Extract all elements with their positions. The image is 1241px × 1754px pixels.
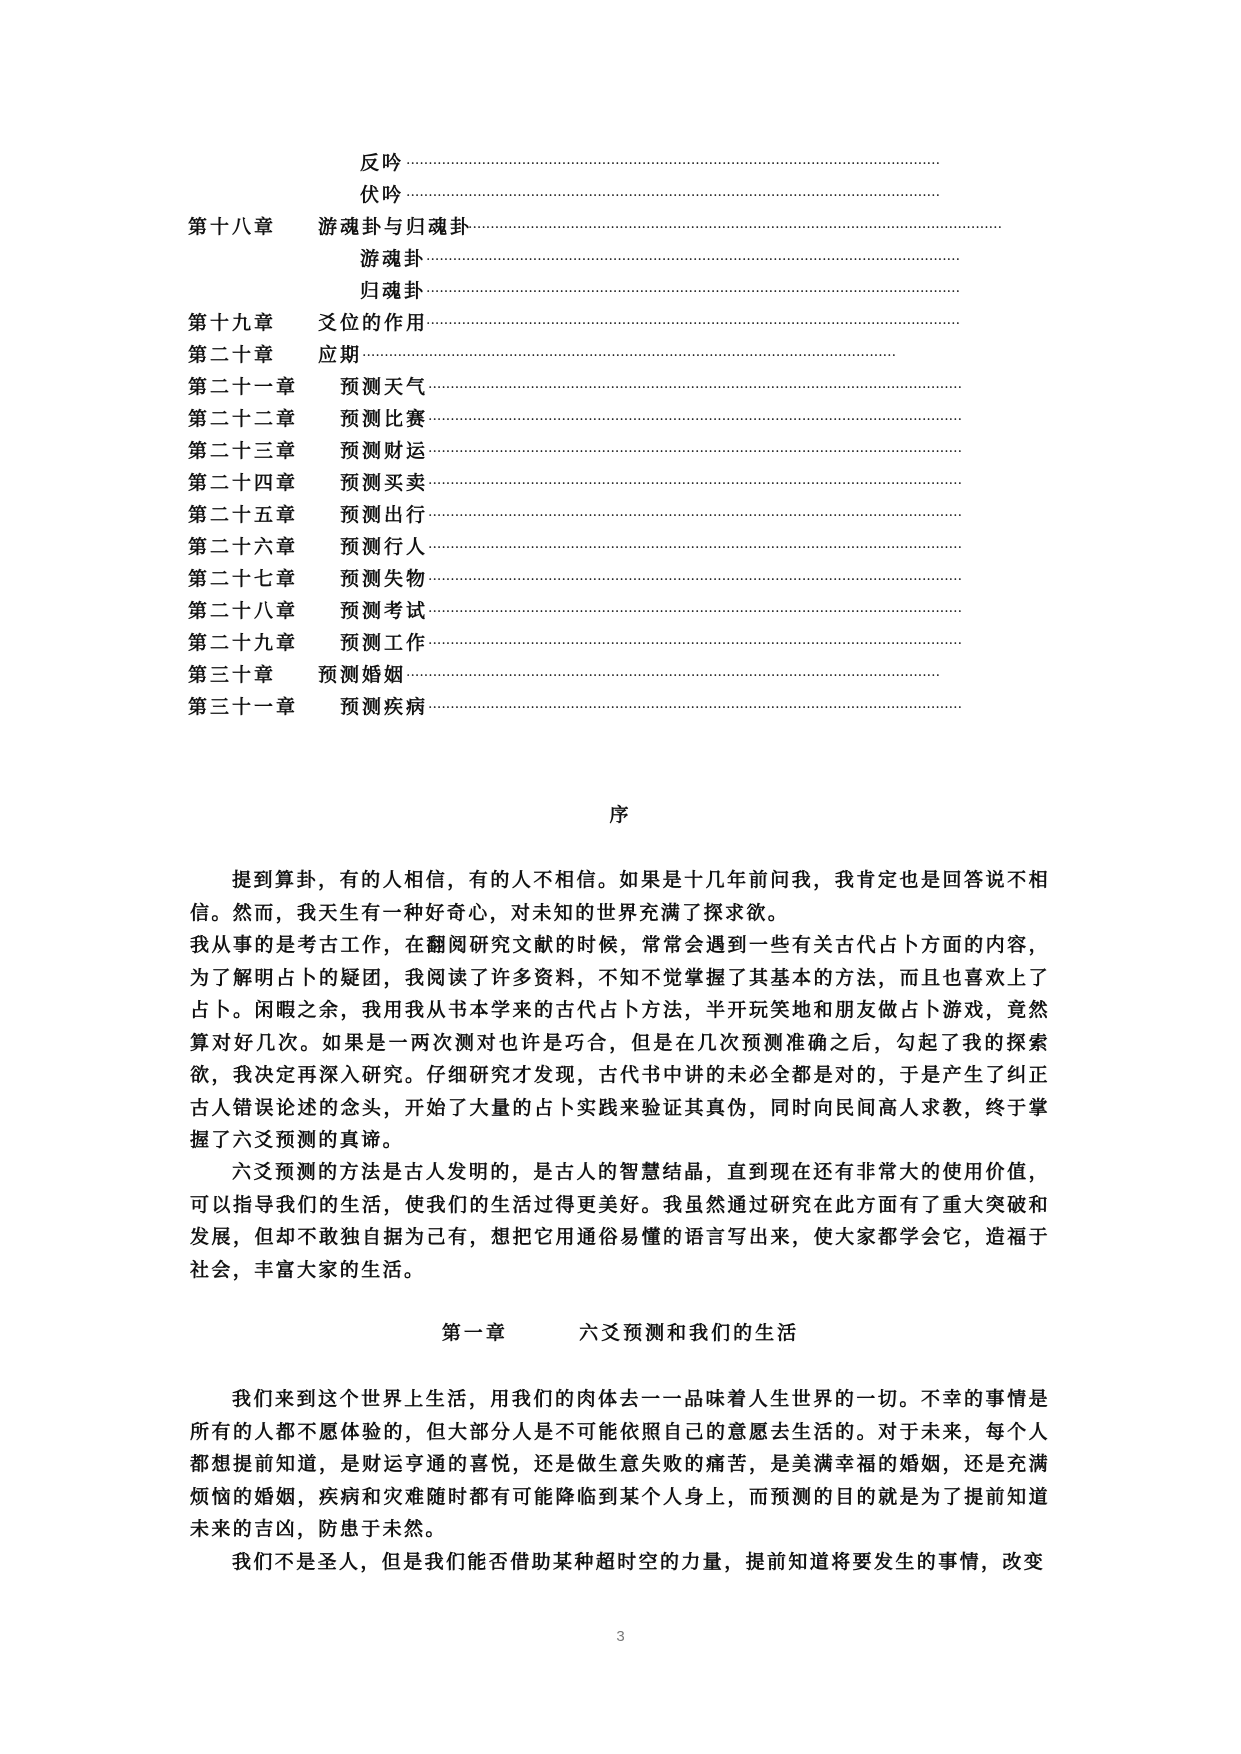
toc-entry[interactable] (188, 407, 298, 431)
chapter-heading (0, 1318, 1241, 1345)
toc-entry[interactable] (188, 215, 276, 239)
toc-leader: ························································································································ (406, 668, 941, 684)
toc-leader: ························································································································ (428, 572, 963, 588)
toc-entry-title[interactable]: 预测比赛 (340, 408, 429, 430)
toc-entry-title[interactable]: 预测婚姻 (318, 664, 407, 686)
toc-entry-chapter: 第二十三章 (188, 440, 299, 462)
toc-leader: ························································································································ (362, 348, 897, 364)
toc-entry-chapter: 第二十六章 (188, 536, 299, 558)
toc-entry-chapter: 第二十九章 (188, 632, 299, 654)
preface-paragraph: 六爻预测的方法是古人发明的，是古人的智慧结晶，直到现在还有非常大的使用价值，可以指导我们的生活，使我们的生活过得更美好。我虽然通过研究在此方面有了重大突破和发展，但却不敢独自据为己有，想把它用通俗易懂的语言写出来，使大家都学会它，造福于社会，丰富大家的生活。 (190, 1161, 1050, 1281)
toc-entry[interactable] (360, 247, 426, 271)
toc-leader: ························································································································ (428, 508, 963, 524)
preface-paragraph: 我从事的是考古工作，在翻阅研究文献的时候，常常会遇到一些有关古代占卜方面的内容，为了解明占卜的疑团，我阅读了许多资料，不知不觉掌握了其基本的方法，而且也喜欢上了占卜。闲暇之余，我用我从书本学来的古代占卜方法，半开玩笑地和朋友做占卜游戏，竟然算对好几次。如果是一两次测对也许是巧合，但是在几次预测准确之后，勾起了我的探索欲，我决定再深入研究。仔细研究才发现，古代书中讲的未必全都是对的，于是产生了纠正古人错误论述的念头，开始了大量的占卜实践来验证其真伪，同时向民间高人求教，终于掌握了六爻预测的真谛。 (190, 934, 1050, 1151)
toc-leader: ························································································································ (428, 700, 963, 716)
toc-entry-chapter: 第二十一章 (188, 376, 299, 398)
toc-leader: ························································································································ (428, 412, 963, 428)
preface-paragraph: 提到算卦，有的人相信，有的人不相信。如果是十几年前问我，我肯定也是回答说不相信。然而，我天生有一种好奇心，对未知的世界充满了探求欲。 (190, 869, 1050, 924)
toc-entry-title[interactable]: 预测工作 (340, 632, 429, 654)
toc-entry-title[interactable]: 预测失物 (340, 568, 429, 590)
toc-entry[interactable] (188, 343, 276, 367)
toc-leader: ························································································································ (428, 444, 963, 460)
page-number: 3 (616, 1628, 625, 1645)
toc-entry-title[interactable]: 预测买卖 (340, 472, 429, 494)
toc-entry[interactable] (188, 375, 298, 399)
toc-entry[interactable] (188, 439, 298, 463)
chapter-heading-number: 第一章 (441, 1322, 508, 1344)
chapter-heading-title: 六爻预测和我们的生活 (579, 1322, 800, 1344)
toc-entry-title[interactable]: 预测疾病 (340, 696, 429, 718)
toc-entry-title[interactable]: 预测考试 (340, 600, 429, 622)
toc-entry[interactable] (360, 151, 404, 175)
toc-leader: ························································································································ (406, 156, 941, 172)
toc-leader: ························································································································ (426, 316, 961, 332)
toc-entry[interactable] (188, 631, 298, 655)
toc-leader: ························································································································ (468, 220, 1003, 236)
toc-entry-chapter: 第三十章 (188, 664, 277, 686)
toc-entry-title: 归魂卦 (360, 280, 427, 302)
toc-entry[interactable] (188, 695, 298, 719)
toc-entry-title[interactable]: 预测行人 (340, 536, 429, 558)
toc-leader: ························································································································ (406, 188, 941, 204)
toc-entry-chapter: 第二十五章 (188, 504, 299, 526)
toc-leader: ························································································································ (428, 604, 963, 620)
toc-entry-chapter: 第十九章 (188, 312, 277, 334)
toc-leader: ························································································································ (426, 284, 961, 300)
toc-entry-title[interactable]: 预测天气 (340, 376, 429, 398)
chapter-paragraph: 我们不是圣人，但是我们能否借助某种超时空的力量，提前知道将要发生的事情，改变 (232, 1551, 1046, 1573)
toc-entry-title[interactable]: 爻位的作用 (318, 312, 429, 334)
chapter-paragraph: 我们来到这个世界上生活，用我们的肉体去一一品味着人生世界的一切。不幸的事情是所有的人都不愿体验的，但大部分人是不可能依照自己的意愿去生活的。对于未来，每个人都想提前知道，是财运亨通的喜悦，还是做生意失败的痛苦，是美满幸福的婚姻，还是充满烦恼的婚姻，疾病和灾难随时都有可能降临到某个人身上，而预测的目的就是为了提前知道未来的吉凶，防患于未然。 (190, 1388, 1050, 1540)
toc-leader: ························································································································ (428, 540, 963, 556)
toc-entry-title[interactable]: 预测财运 (340, 440, 429, 462)
toc-leader: ························································································································ (426, 252, 961, 268)
toc-entry-title[interactable]: 应期 (318, 344, 363, 366)
toc-entry-title: 游魂卦 (360, 248, 427, 270)
toc-entry-chapter: 第二十二章 (188, 408, 299, 430)
toc-entry[interactable] (188, 567, 298, 591)
toc-entry[interactable] (188, 503, 298, 527)
toc-entry-chapter: 第二十四章 (188, 472, 299, 494)
toc-entry[interactable] (188, 535, 298, 559)
toc-entry-chapter: 第二十八章 (188, 600, 299, 622)
toc-entry-chapter: 第二十七章 (188, 568, 299, 590)
toc-entry-title: 伏吟 (360, 184, 405, 206)
toc-leader: ························································································································ (428, 476, 963, 492)
preface-heading: 序 (609, 804, 632, 826)
toc-entry[interactable] (188, 663, 276, 687)
toc-entry-chapter: 第三十一章 (188, 696, 299, 718)
toc-entry[interactable] (188, 311, 276, 335)
toc-entry[interactable] (360, 279, 426, 303)
toc-entry[interactable] (188, 599, 298, 623)
toc-leader: ························································································································ (428, 636, 963, 652)
toc-entry-chapter: 第二十章 (188, 344, 277, 366)
toc-entry-chapter: 第十八章 (188, 216, 277, 238)
toc-entry-title[interactable]: 预测出行 (340, 504, 429, 526)
toc-entry[interactable] (188, 471, 298, 495)
toc-entry[interactable] (360, 183, 404, 207)
toc-entry-title[interactable]: 游魂卦与归魂卦 (318, 216, 473, 238)
toc-leader: ························································································································ (428, 380, 963, 396)
toc-entry-title: 反吟 (360, 152, 405, 174)
